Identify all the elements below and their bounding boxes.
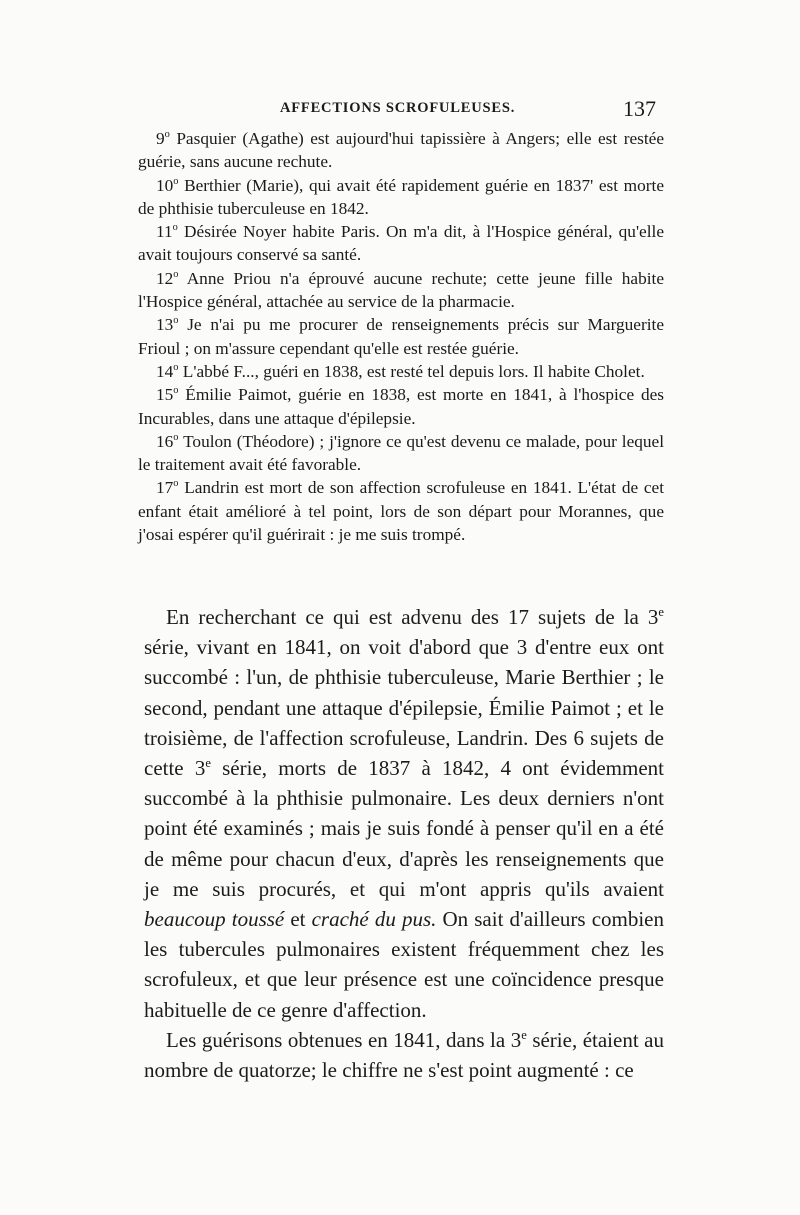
note-item: 12$^o$ Anne Priou n'a éprouvé aucune rechute; cette jeune fille habite l'Hospice général, attachée au service de la pharmacie. bbox=[138, 268, 664, 312]
page-number: 137 bbox=[623, 96, 656, 121]
note-item: 10$^o$ Berthier (Marie), qui avait été rapidement guérie en 1837' est morte de phthisie tuberculeuse en 1842. bbox=[138, 175, 664, 218]
italic-phrase: beaucoup toussé bbox=[144, 907, 285, 932]
main-text bbox=[144, 602, 664, 1085]
note-item: 15$^o$ Émilie Paimot, guérie en 1838, est morte en 1841, à l'hospice des Incurables, dans une attaque d'épilepsie. bbox=[138, 385, 664, 428]
note-item: 16$^o$ Toulon (Théodore) ; j'ignore ce qu'est devenu ce malade, pour lequel le traitement avait été favorable. bbox=[138, 431, 664, 475]
body-paragraph: Les guérisons obtenues en 1841, dans la 3e série, étaient au nombre de quatorze; le chiffre ne s'est point augmenté : ce bbox=[144, 1027, 665, 1083]
note-item: 13$^o$ Je n'ai pu me procurer de renseignements précis sur Marguerite Frioul ; on m'assure cependant qu'elle est restée guérie. bbox=[138, 315, 664, 358]
notes-list bbox=[138, 127, 664, 546]
body-paragraph: En recherchant ce qui est advenu des 17 sujets de la 3e série, vivant en 1841, on voit d'abord que 3 d'entre eux ont succombé : l'un, de phthisie tuberculeuse, Marie Berthier ; le second, pendant une attaque d'épilepsie, Émilie Paimot ; et le troisième, de l'affection scrofuleuse, Landrin. Des 6 sujets de cette 3e série, morts de 1837 à 1842, 4 ont évidemment succombé à la phthisie pulmonaire. Les deux derniers n'ont point été examinés ; mais je suis fondé à penser qu'il en a été de même pour chacun d'eux, d'après les renseignements que je me suis procurés, et qui m'ont appris qu'ils avaient beaucoup toussé et craché du pus. On sait d'ailleurs combien les tubercules pulmonaires existent fréquemment chez les scrofuleux, et que leur présence est une coïncidence presque habituelle de ce genre d'affection. bbox=[144, 605, 665, 1022]
note-item: 17$^o$ Landrin est mort de son affection scrofuleuse en 1841. L'état de cet enfant était amélioré à tel point, lors de son départ pour Morannes, que j'osai espérer qu'il guérirait : je me suis trompé. bbox=[138, 478, 664, 545]
note-item: 9$^o$ Pasquier (Agathe) est aujourd'hui tapissière à Angers; elle est restée guérie, sans aucune rechute. bbox=[138, 129, 664, 172]
note-item: 11$^o$ Désirée Noyer habite Paris. On m'a dit, à l'Hospice général, qu'elle avait toujours conservé sa santé. bbox=[138, 222, 664, 265]
page-header bbox=[138, 96, 658, 124]
running-title: AFFECTIONS SCROFULEUSES. bbox=[280, 100, 516, 116]
italic-phrase: craché du pus. bbox=[311, 907, 437, 932]
note-item: 14$^o$ L'abbé F..., guéri en 1838, est resté tel depuis lors. Il habite Cholet. bbox=[156, 361, 645, 381]
